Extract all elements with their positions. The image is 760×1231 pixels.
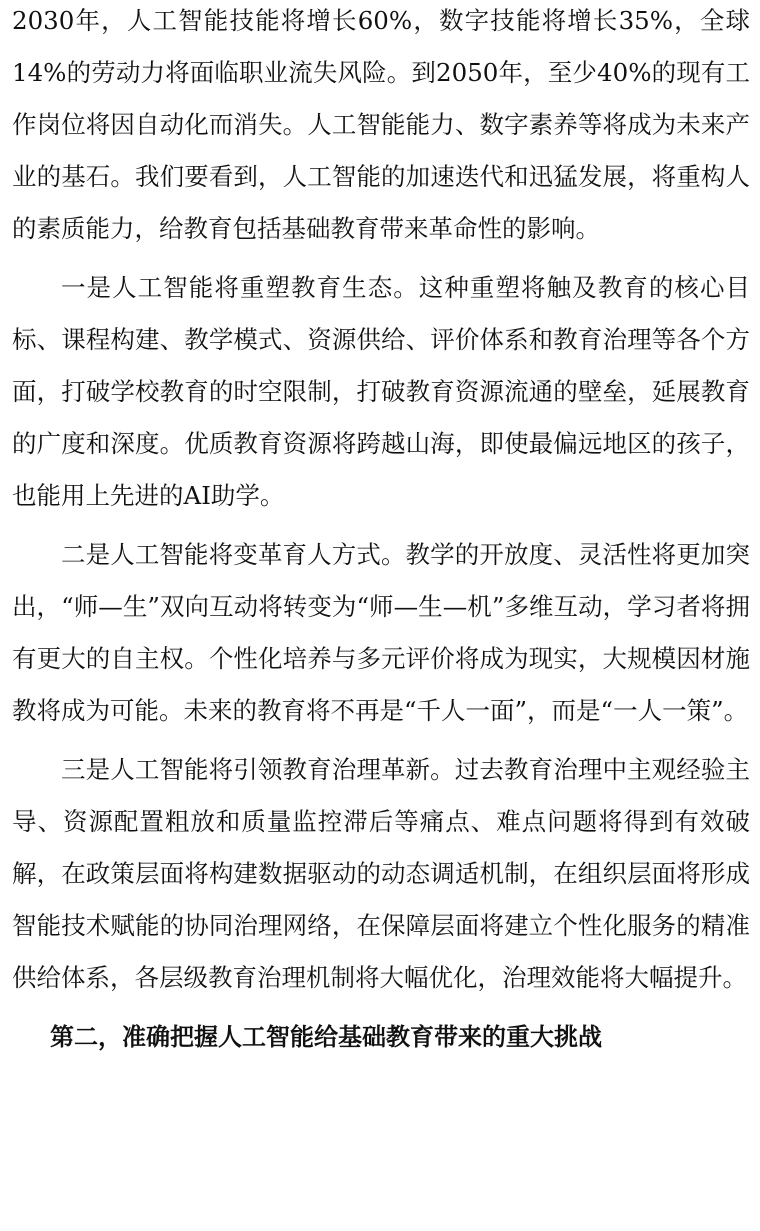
paragraph-reshape-ecology: 一是人工智能将重塑教育生态。这种重塑将触及教育的核心目标、课程构建、教学模式、资源供给、评价体系和教育治理等各个方面，打破学校教育的时空限制，打破教育资源流通的壁垒，延展教育的广度和深度。优质教育资源将跨越山海，即使最偏远地区的孩子，也能用上先进的AI助学。 bbox=[12, 273, 750, 510]
paragraph-transform-teaching: 二是人工智能将变革育人方式。教学的开放度、灵活性将更加突出，“师—生”双向互动将转变为“师—生—机”多维互动，学习者将拥有更大的自主权。个性化培养与多元评价将成为现实，大规模因材施教将成为可能。未来的教育将不再是“千人一面”，而是“一人一策”。 bbox=[12, 540, 750, 725]
paragraph-governance-innovation: 三是人工智能将引领教育治理革新。过去教育治理中主观经验主导、资源配置粗放和质量监控滞后等痛点、难点问题将得到有效破解，在政策层面将构建数据驱动的动态调适机制，在组织层面将形成智能技术赋能的协同治理网络，在保障层面将建立个性化服务的精准供给体系，各层级教育治理机制将大幅优化，治理效能将大幅提升。 bbox=[12, 755, 750, 992]
document-page bbox=[12, 0, 750, 1063]
section-heading: 第二，准确把握人工智能给基础教育带来的重大挑战 bbox=[50, 1023, 602, 1051]
paragraph-ai-skills-outlook: 2030年，人工智能技能将增长60%，数字技能将增长35%，全球14%的劳动力将面临职业流失风险。到2050年，至少40%的现有工作岗位将因自动化而消失。人工智能能力、数字素养等将成为未来产业的基石。我们要看到，人工智能的加速迭代和迅猛发展，将重构人的素质能力，给教育包括基础教育带来革命性的影响。 bbox=[12, 6, 750, 243]
